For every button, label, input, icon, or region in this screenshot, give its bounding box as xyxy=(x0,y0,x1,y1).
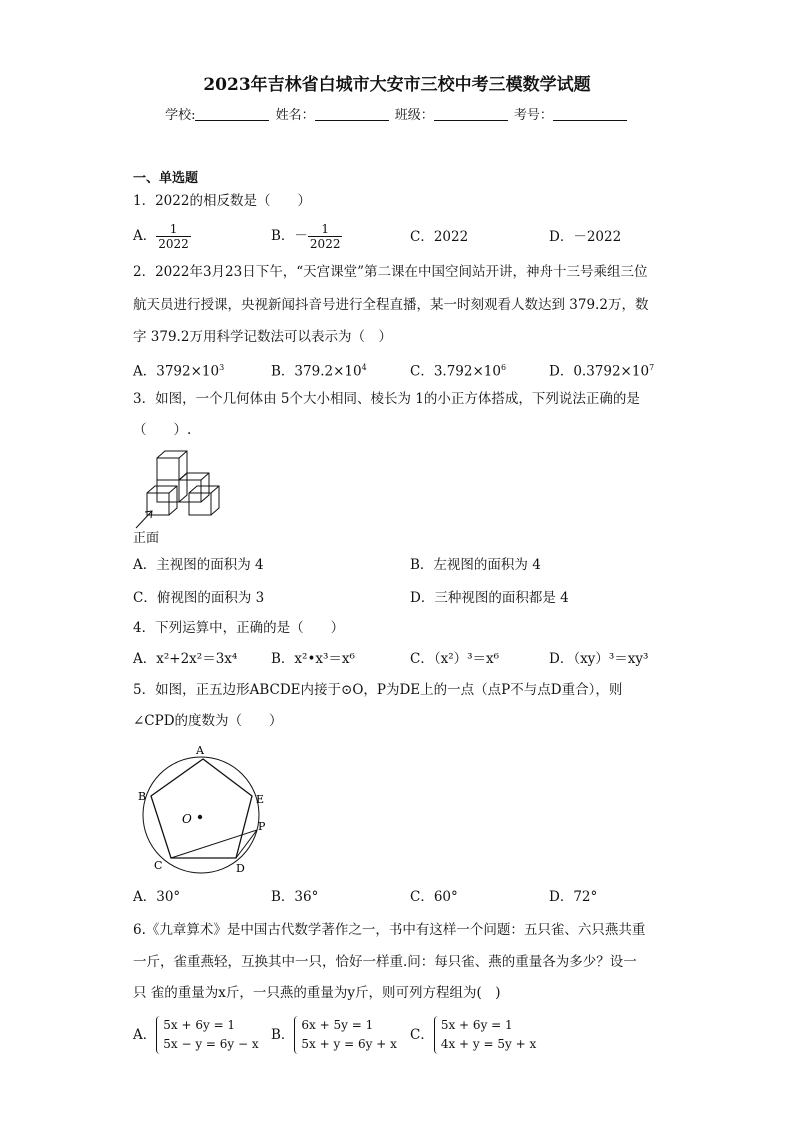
q5-option-c[interactable]: C．60° xyxy=(410,889,458,905)
q4-option-d[interactable]: D．（xy）³＝xy³ xyxy=(549,651,649,667)
q2-option-a[interactable]: A．$3792\times 10^3$ xyxy=(133,363,225,380)
q5-option-d[interactable]: D．72° xyxy=(549,889,598,905)
q6-option-b[interactable]: B． 6x + 5y = 1 5x + y = 6y + x xyxy=(271,1016,397,1054)
q3-option-d[interactable]: D．三种视图的面积都是 4 xyxy=(410,590,569,606)
name-blank[interactable] xyxy=(315,108,389,121)
q3-option-a[interactable]: A．主视图的面积为 4 xyxy=(133,557,264,573)
q1-option-b[interactable]: B．－ $\frac{1}{2022}$ xyxy=(271,222,341,251)
section-heading: 一、单选题 xyxy=(133,171,199,186)
label-o: O xyxy=(182,812,192,826)
q3-line1: 3．如图，一个几何体由 5个大小相同、棱长为 1的小正方体搭成，下列说法正确的是 xyxy=(133,391,640,407)
number-blank[interactable] xyxy=(553,108,627,121)
school-blank[interactable] xyxy=(195,108,269,121)
q1-option-d[interactable]: D．－2022 xyxy=(549,229,622,245)
equation-system: 5x + 6y = 1 4x + y = 5y + x xyxy=(434,1016,536,1054)
q4-stem: 4．下列运算中，正确的是（ ） xyxy=(133,620,345,636)
q2-line2: 航天员进行授课，央视新闻抖音号进行全程直播，某一时刻观看人数达到 379.2万，数 xyxy=(133,297,649,313)
label-d: D xyxy=(236,862,245,875)
q2-option-c[interactable]: C．$3.792\times 10^6$ xyxy=(410,363,507,380)
q1-option-a[interactable]: A． $\frac{1}{2022}$ xyxy=(133,222,189,251)
class-label: 班级： xyxy=(394,108,434,123)
q6-line1: 6.《九章算术》是中国古代数学著作之一，书中有这样一个问题：五只雀、六只燕共重 xyxy=(133,922,646,938)
number-label: 考号： xyxy=(513,108,553,123)
q1-stem: 1．2022的相反数是（ ） xyxy=(133,193,311,209)
school-label: 学校: xyxy=(165,108,196,123)
q6-line3: 只 雀的重量为x斤，一只燕的重量为y斤，则可列方程组为( ) xyxy=(133,985,501,1001)
label-e: E xyxy=(256,793,265,806)
q6-option-a[interactable]: A． 5x + 6y = 1 5x − y = 6y − x xyxy=(133,1016,259,1054)
front-face-label: 正面 xyxy=(133,531,160,546)
label-a: A xyxy=(196,745,204,757)
q5-option-a[interactable]: A．30° xyxy=(133,889,181,905)
q5-option-b[interactable]: B．36° xyxy=(271,889,319,905)
fraction: $\frac{1}{2022}$ xyxy=(158,222,189,251)
q3-option-c[interactable]: C．俯视图的面积为 3 xyxy=(133,590,265,606)
q3-line2: （ ）. xyxy=(133,422,192,438)
label-b: B xyxy=(138,790,147,803)
class-blank[interactable] xyxy=(434,108,508,121)
q4-option-a[interactable]: A．x²+2x²＝3x⁴ xyxy=(133,651,238,667)
pentagon-circle-figure xyxy=(130,745,280,877)
name-label: 姓名： xyxy=(275,108,315,123)
q2-line3: 字 379.2万用科学记数法可以表示为（ ） xyxy=(133,329,392,345)
q5-line2: ∠CPD的度数为（ ） xyxy=(133,713,283,729)
fraction: $\frac{1}{2022}$ xyxy=(309,222,341,251)
q4-option-c[interactable]: C．（x²）³＝x⁶ xyxy=(410,651,500,667)
q1-option-c[interactable]: C．2022 xyxy=(410,229,469,245)
q6-line2: 一斤，雀重燕轻，互换其中一只，恰好一样重.问：每只雀、燕的重量各为多少？设一 xyxy=(133,954,637,970)
q6-option-c[interactable]: C． 5x + 6y = 1 4x + y = 5y + x xyxy=(410,1016,536,1054)
q5-line1: 5．如图，正五边形ABCDE内接于⊙O，P为DE上的一点（点P不与点D重合），则 xyxy=(133,682,623,698)
student-info-line xyxy=(0,104,794,123)
q2-option-d[interactable]: D．$0.3792\times 10^7$ xyxy=(549,363,655,380)
label-p: P xyxy=(258,820,266,833)
q2-option-b[interactable]: B．$379.2\times 10^4$ xyxy=(271,363,367,380)
q2-line1: 2．2022年3月23日下午，“天宫课堂”第二课在中国空间站开讲，神舟十三号乘组三位 xyxy=(133,264,648,280)
label-c: C xyxy=(154,859,163,872)
page-title: 2023年吉林省白城市大安市三校中考三模数学试题 xyxy=(203,75,591,95)
q4-option-b[interactable]: B．x²•x³＝x⁶ xyxy=(271,651,355,667)
q3-option-b[interactable]: B．左视图的面积为 4 xyxy=(410,557,541,573)
equation-system: 6x + 5y = 1 5x + y = 6y + x xyxy=(294,1016,396,1054)
equation-system: 5x + 6y = 1 5x − y = 6y − x xyxy=(156,1016,258,1054)
